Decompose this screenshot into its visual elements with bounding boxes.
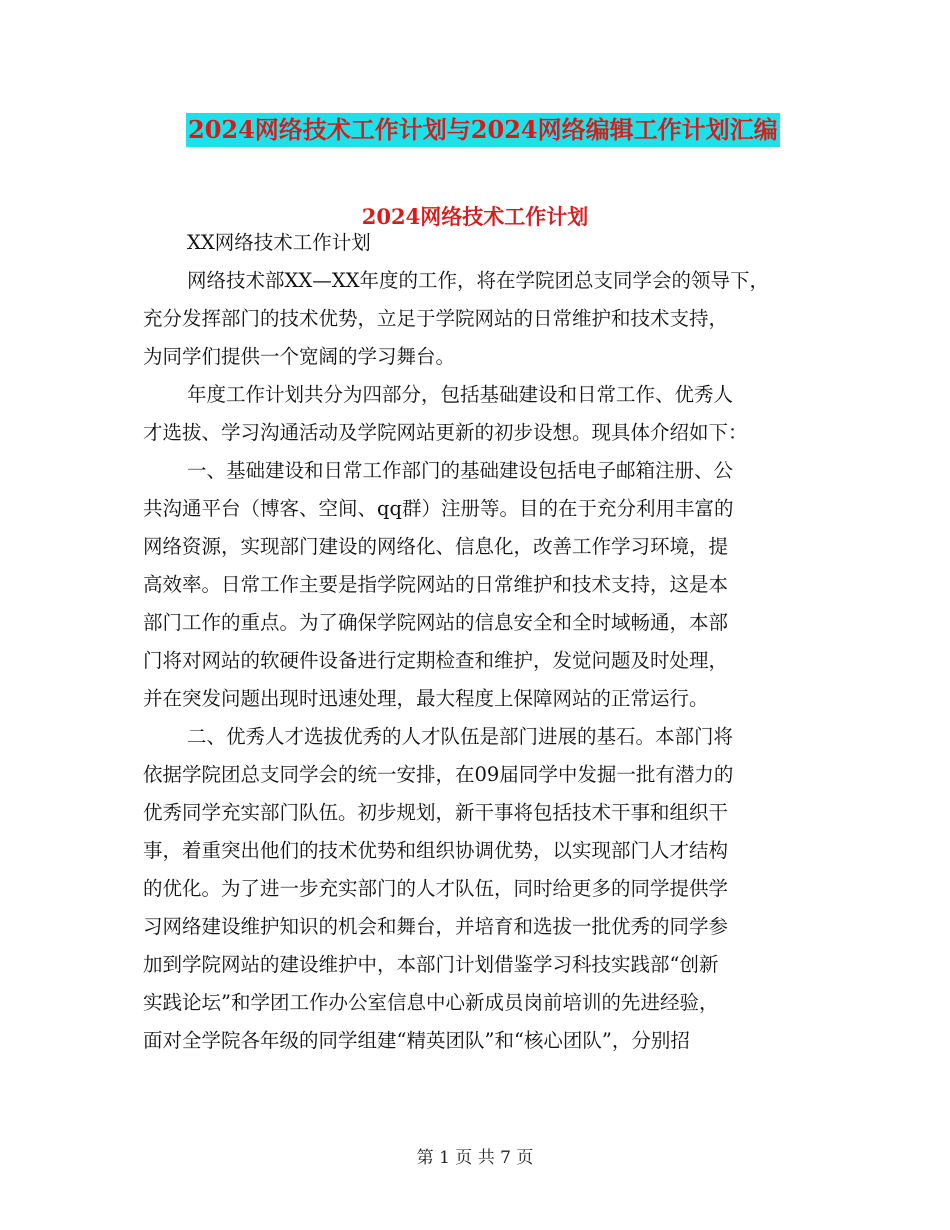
body-line: 网络技术部XX—XX年度的工作，将在学院团总支同学会的领导下， [187, 269, 770, 292]
body-line: 依据学院团总支同学会的统一安排，在09届同学中发掘一批有潜力的 [143, 763, 734, 786]
body-line: 实践论坛”和学团工作办公室信息中心新成员岗前培训的先进经验， [143, 991, 719, 1014]
body-line: 高效率。日常工作主要是指学院网站的日常维护和技术支持，这是本 [143, 573, 729, 596]
page-number: 第 1 页 共 7 页 [416, 1148, 534, 1168]
body-line: 门将对网站的软硬件设备进行定期检查和维护，发觉问题及时处理， [143, 649, 729, 672]
section-title: 2024网络技术工作计划 [361, 204, 589, 229]
body-line: 加到学院网站的建设维护中，本部门计划借鉴学习科技实践部“创新 [143, 953, 719, 976]
body-line: 习网络建设维护知识的机会和舞台，并培育和选拔一批优秀的同学参 [143, 915, 729, 938]
body-line: 为同学们提供一个宽阔的学习舞台。 [143, 345, 456, 368]
body-line: 共沟通平台（博客、空间、qq群）注册等。目的在于充分利用丰富的 [143, 497, 734, 520]
body-line: 部门工作的重点。为了确保学院网站的信息安全和全时域畅通，本部 [143, 611, 729, 634]
body-line: 充分发挥部门的技术优势，立足于学院网站的日常维护和技术支持， [143, 307, 729, 330]
body-line: 一、基础建设和日常工作部门的基础建设包括电子邮箱注册、公 [187, 459, 734, 482]
body-line: 网络资源，实现部门建设的网络化、信息化，改善工作学习环境，提 [143, 535, 729, 558]
document-title: 2024网络技术工作计划与2024网络编辑工作计划汇编 [186, 113, 780, 147]
body-line: 优秀同学充实部门队伍。初步规划，新干事将包括技术干事和组织干 [143, 801, 729, 824]
body-line: 的优化。为了进一步充实部门的人才队伍，同时给更多的同学提供学 [143, 877, 729, 900]
body-line: XX网络技术工作计划 [187, 231, 371, 254]
body-line: 面对全学院各年级的同学组建“精英团队”和“核心团队”，分别招 [143, 1029, 690, 1052]
body-line: 并在突发问题出现时迅速处理，最大程度上保障网站的正常运行。 [143, 687, 709, 710]
body-line: 二、优秀人才选拔优秀的人才队伍是部门进展的基石。本部门将 [187, 725, 734, 748]
document-body [143, 224, 803, 1060]
body-line: 事，着重突出他们的技术优势和组织协调优势，以实现部门人才结构 [143, 839, 729, 862]
body-line: 才选拔、学习沟通活动及学院网站更新的初步设想。现具体介绍如下： [143, 421, 748, 444]
body-line: 年度工作计划共分为四部分，包括基础建设和日常工作、优秀人 [187, 383, 734, 406]
